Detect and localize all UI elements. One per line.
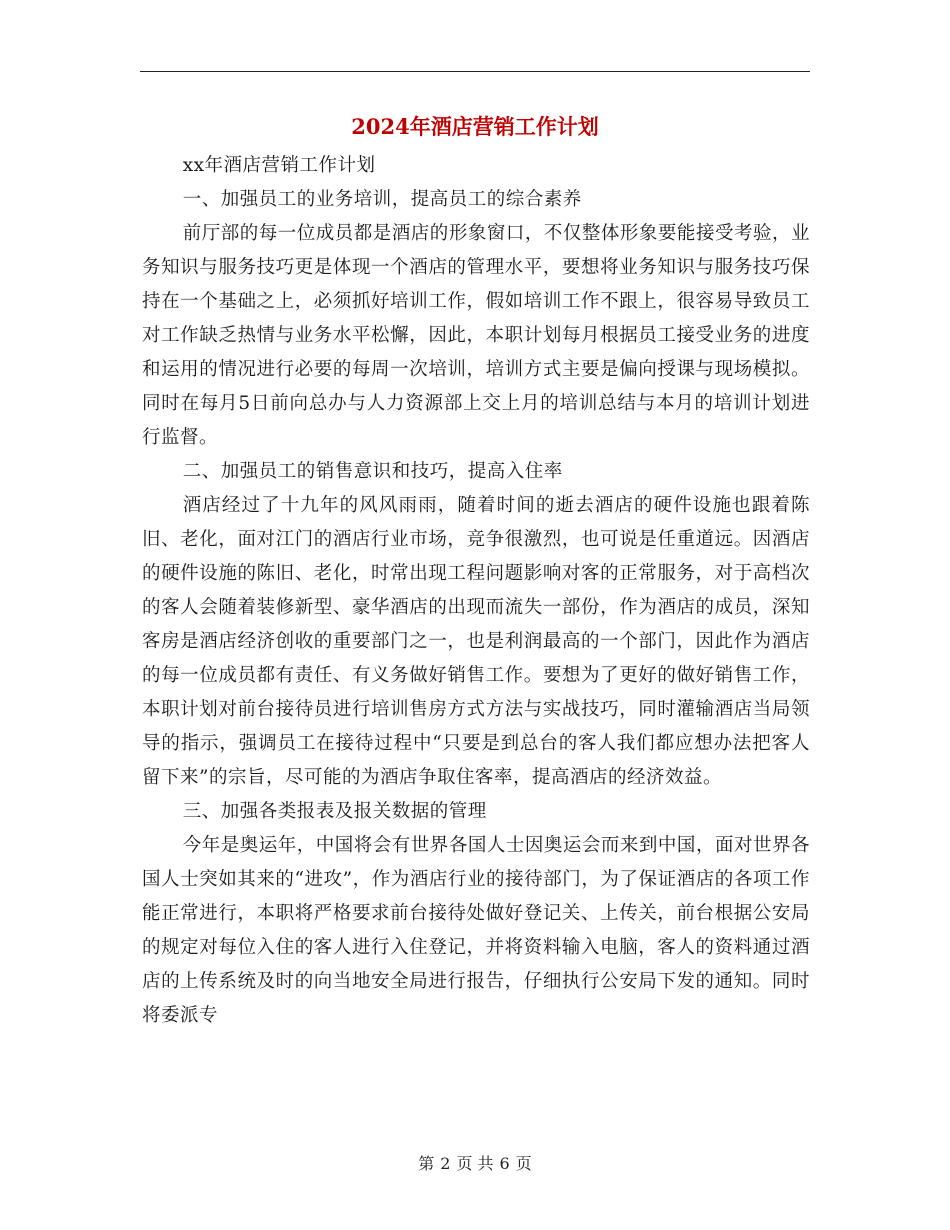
paragraph-3: 今年是奥运年，中国将会有世界各国人士因奥运会而来到中国，面对世界各国人士突如其来的“进攻”，作为酒店行业的接待部门，为了保证酒店的各项工作能正常进行，本职将严格要求前台接待处做好登记关、上传关，前台根据公安局的规定对每位入住的客人进行入住登记，并将资料输入电脑，客人的资料通过酒店的上传系统及时的向当地安全局进行报告，仔细执行公安局下发的通知。同时将委派专 <box>142 835 810 1026</box>
document-body <box>142 149 810 1033</box>
document-title: 2024年酒店营销工作计划 <box>351 114 599 139</box>
paragraph-1: 前厅部的每一位成员都是酒店的形象窗口，不仅整体形象要能接受考验，业务知识与服务技巧更是体现一个酒店的管理水平，要想将业务知识与服务技巧保持在一个基础之上，必须抓好培训工作，假如培训工作不跟上，很容易导致员工对工作缺乏热情与业务水平松懈，因此，本职计划每月根据员工接受业务的进度和运用的情况进行必要的每周一次培训，培训方式主要是偏向授课与现场模拟。同时在每月5日前向总办与人力资源部上交上月的培训总结与本月的培训计划进行监督。 <box>142 223 810 448</box>
header-rule <box>140 71 810 72</box>
total-pages-number: 6 <box>499 1154 510 1173</box>
section-heading-1: 一、加强员工的业务培训，提高员工的综合素养 <box>182 189 582 210</box>
section-heading-2: 二、加强员工的销售意识和技巧，提高入住率 <box>182 461 563 482</box>
footer-middle: 页 共 <box>456 1154 494 1173</box>
page-footer <box>0 1152 950 1176</box>
footer-suffix: 页 <box>515 1154 532 1173</box>
paragraph-subtitle: xx年酒店营销工作计划 <box>182 155 376 176</box>
current-page-number: 2 <box>440 1154 451 1173</box>
section-heading-3: 三、加强各类报表及报关数据的管理 <box>182 801 487 822</box>
footer-prefix: 第 <box>418 1154 435 1173</box>
paragraph-2: 酒店经过了十九年的风风雨雨，随着时间的逝去酒店的硬件设施也跟着陈旧、老化，面对江门的酒店行业市场，竞争很激烈，也可说是任重道远。因酒店的硬件设施的陈旧、老化，时常出现工程问题影响对客的正常服务，对于高档次的客人会随着装修新型、豪华酒店的出现而流失一部份，作为酒店的成员，深知客房是酒店经济创收的重要部门之一，也是利润最高的一个部门，因此作为酒店的每一位成员都有责任、有义务做好销售工作。要想为了更好的做好销售工作，本职计划对前台接待员进行培训售房方式方法与实战技巧，同时灌输酒店当局领导的指示，强调员工在接待过程中“只要是到总台的客人我们都应想办法把客人留下来”的宗旨，尽可能的为酒店争取住客率，提高酒店的经济效益。 <box>142 495 810 788</box>
